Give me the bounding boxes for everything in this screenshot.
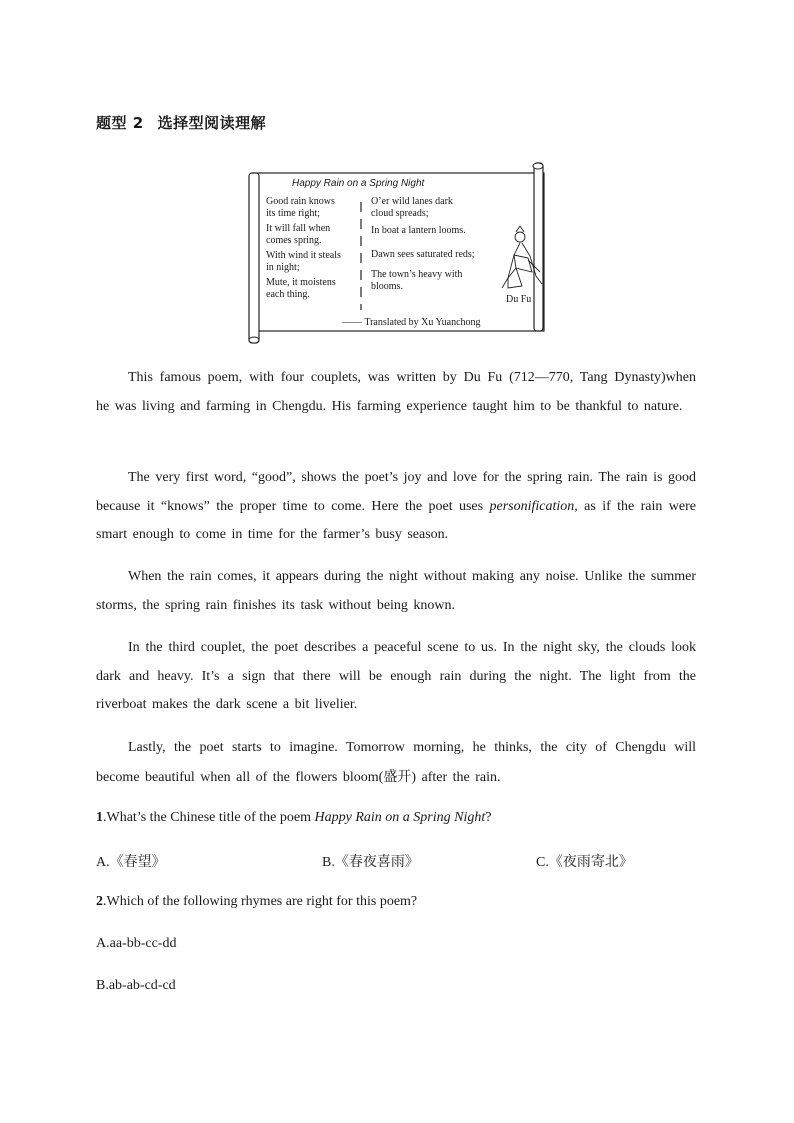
section-heading [96, 112, 266, 133]
option-label: C. [536, 855, 549, 870]
emphasis-term: personification [489, 498, 575, 514]
question-1-option-a[interactable] [96, 851, 166, 871]
paragraph-text: , as if the rain were smart enough to come in time for the farmer’s busy season. [96, 498, 696, 542]
question-1 [96, 810, 491, 826]
option-label: B. [322, 855, 335, 870]
poem-title: Happy Rain on a Spring Night [292, 178, 425, 189]
question-number: 1 [96, 810, 103, 825]
poem-line: With wind it steals in night; [266, 250, 341, 273]
paragraph-text: When the rain comes, it appears during the night without making any noise. Unlike the summer storms, the spring rain finishes its task without being known. [96, 569, 696, 613]
question-2 [96, 894, 417, 910]
question-1-option-b[interactable] [322, 851, 419, 871]
option-label: A. [96, 936, 110, 951]
option-label: A. [96, 855, 110, 870]
paragraph-2 [96, 464, 696, 550]
question-number: 2 [96, 894, 103, 909]
paragraph-4 [96, 634, 696, 720]
poem-scroll-figure [246, 160, 548, 344]
chinese-gloss: 盛开 [383, 768, 412, 785]
poem-left-column [266, 196, 358, 304]
paragraph-text: In the third couplet, the poet describes a peaceful scene to us. In the night sky, the clouds look dark and heavy. It’s a sign that there will be enough rain during the night. The light from the riverboat makes the dark scene a bit livelier. [96, 640, 696, 712]
question-2-option-a[interactable] [96, 936, 176, 952]
poem-line: Dawn sees saturated reds; [371, 248, 475, 260]
poem-line: Mute, it moistens each thing. [266, 277, 336, 300]
paragraph-text: Lastly, the poet starts to imagine. Tomorrow morning, he thinks, the city of Chengdu will become beautiful when all of the flowers bloom( [96, 740, 696, 785]
paragraph-text: ) after the rain. [411, 769, 501, 785]
poem-right-column [371, 196, 501, 296]
paragraph-1 [96, 364, 696, 421]
option-text: 《夜雨寄北》 [548, 854, 633, 870]
paragraph-text: This famous poem, with four couplets, was written by Du Fu (712—770, Tang Dynasty)when he was living and farming in Chengdu. His farming experience taught him to be thankful to nature. [96, 370, 696, 414]
question-1-option-c[interactable] [536, 851, 633, 871]
option-text: 《春望》 [109, 854, 166, 870]
question-2-option-b[interactable] [96, 978, 176, 994]
poem-line: It will fall when comes spring. [266, 223, 331, 246]
question-text: ? [485, 810, 492, 825]
option-text: 《春夜喜雨》 [334, 854, 419, 870]
question-text: .Which of the following rhymes are right for this poem? [103, 894, 418, 909]
poem-line: In boat a lantern looms. [371, 225, 466, 236]
poem-line: The town’s heavy with blooms. [371, 269, 463, 292]
poem-line: O’er wild lanes dark cloud spreads; [371, 196, 453, 219]
question-text: .What’s the Chinese title of the poem [103, 810, 315, 825]
section-title: 选择型阅读理解 [157, 114, 267, 132]
translator-credit: —— Translated by Xu Yuanchong [342, 317, 481, 328]
paragraph-5 [96, 734, 696, 792]
paragraph-text: The very first word, “good”, shows the poet’s joy and love for the spring rain. The rain is good because it “knows” the proper time to come. Here the poet uses [96, 470, 696, 514]
option-text: aa-bb-cc-dd [109, 936, 177, 951]
option-text: ab-ab-cd-cd [108, 978, 176, 993]
poet-name: Du Fu [506, 294, 532, 305]
question-emphasis: Happy Rain on a Spring Night [314, 810, 486, 825]
poem-line: Good rain knows its time right; [266, 196, 335, 219]
option-label: B. [96, 978, 109, 993]
paragraph-3 [96, 563, 696, 620]
section-number: 题型 2 [96, 114, 144, 132]
